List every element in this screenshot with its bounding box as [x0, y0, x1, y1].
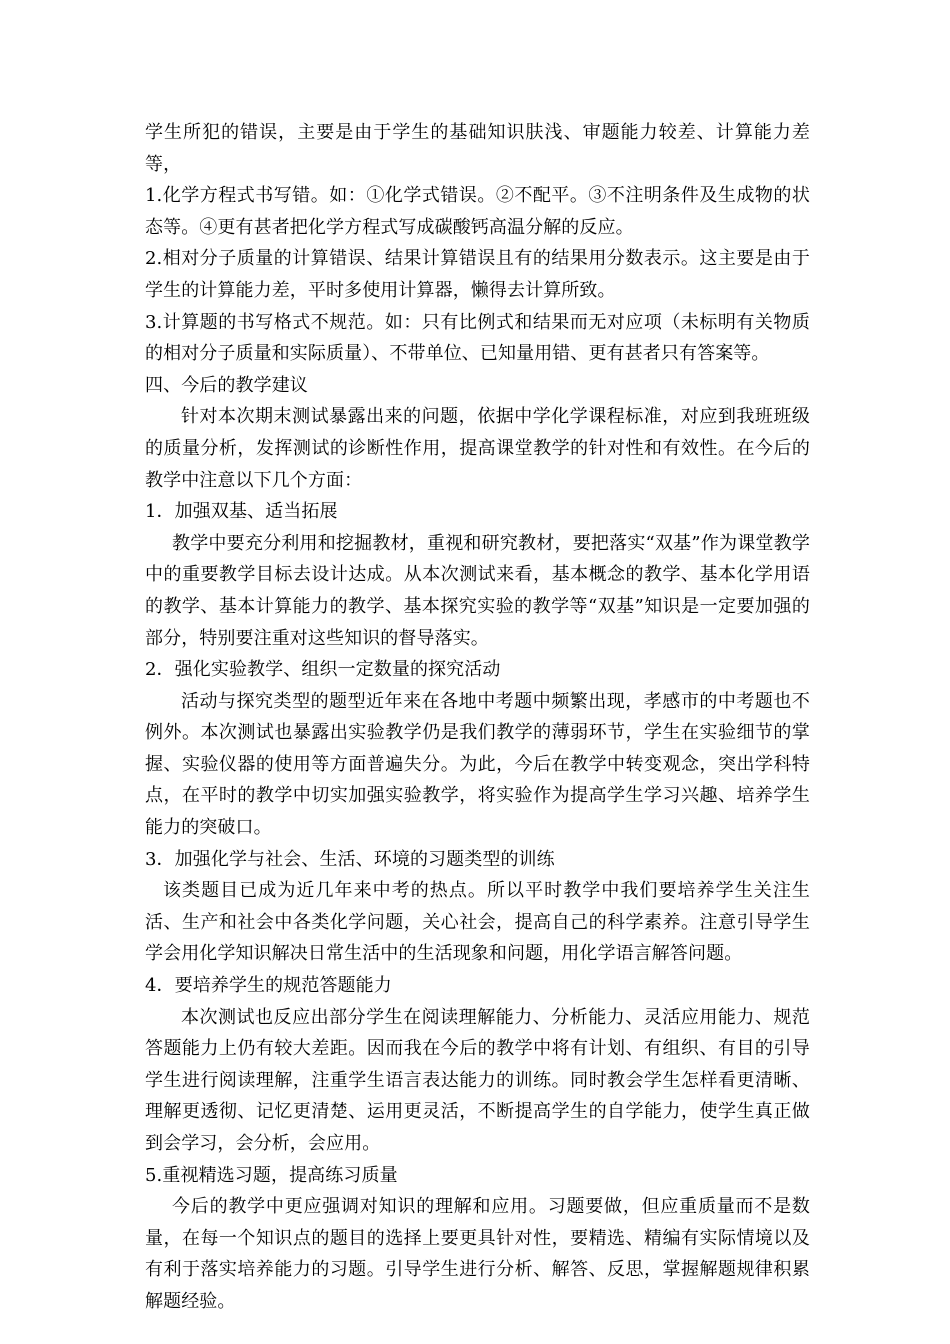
paragraph-society-exercises: 该类题目已成为近几年来中考的热点。所以平时教学中我们要培养学生关注生活、生产和社会中各类化学问题，关心社会，提高自己的科学素养。注意引导学生学会用化学知识解决日常生活中的生活现象和问题，用化学语言解答问题。 — [145, 880, 810, 965]
subheading-society-exercises: 3．加强化学与社会、生活、环境的习题类型的训练 — [145, 848, 555, 870]
subheading-experiment-teaching: 2．强化实验教学、组织一定数量的探究活动 — [145, 659, 501, 681]
paragraph-suggestions-intro: 针对本次期末测试暴露出来的问题，依据中学化学课程标准，对应到我班班级的质量分析，发挥测试的诊断性作用，提高课堂教学的针对性和有效性。在今后的教学中注意以下几个方面： — [145, 406, 810, 491]
paragraph-double-basics: 教学中要充分利用和挖掘教材，重视和研究教材，要把落实“双基”作为课堂教学中的重要教学目标去设计达成。从本次测试来看，基本概念的教学、基本化学用语的教学、基本计算能力的教学、基本探究实验的教学等“双基”知识是一定要加强的部分，特别要注重对这些知识的督导落实。 — [145, 532, 810, 649]
subheading-selected-exercises: 5.重视精选习题，提高练习质量 — [145, 1164, 398, 1186]
paragraph-format-errors: 3.计算题的书写格式不规范。如：只有比例式和结果而无对应项（未标明有关物质的相对分子质量和实际质量）、不带单位、已知量用错、更有甚者只有答案等。 — [145, 311, 810, 365]
paragraph-calculation-errors: 2.相对分子质量的计算错误、结果计算错误且有的结果用分数表示。这主要是由于学生的计算能力差，平时多使用计算器，懒得去计算所致。 — [145, 248, 810, 301]
document-page — [145, 117, 810, 1318]
paragraph-errors-intro: 学生所犯的错误，主要是由于学生的基础知识肤浅、审题能力较差、计算能力差等， — [145, 122, 810, 175]
section-heading-suggestions: 四、今后的教学建议 — [145, 374, 308, 396]
subheading-double-basics: 1．加强双基、适当拓展 — [145, 501, 338, 523]
paragraph-answer-standards: 本次测试也反应出部分学生在阅读理解能力、分析能力、灵活应用能力、规范答题能力上仍有较大差距。因而我在今后的教学中将有计划、有组织、有目的引导学生进行阅读理解，注重学生语言表达能力的训练。同时教会学生怎样看更清晰、理解更透彻、记忆更清楚、运用更灵活，不断提高学生的自学能力，使学生真正做到会学习，会分析，会应用。 — [145, 1006, 810, 1154]
subheading-answer-standards: 4．要培养学生的规范答题能力 — [145, 975, 392, 997]
paragraph-equation-errors: 1.化学方程式书写错。如：①化学式错误。②不配平。③不注明条件及生成物的状态等。④更有甚者把化学方程式写成碳酸钙高温分解的反应。 — [145, 185, 810, 238]
paragraph-selected-exercises: 今后的教学中更应强调对知识的理解和应用。习题要做，但应重质量而不是数量，在每一个知识点的题目的选择上要更具针对性，要精选、精编有实际情境以及有利于落实培养能力的习题。引导学生进行分析、解答、反思，掌握解题规律积累解题经验。 — [145, 1196, 810, 1312]
paragraph-experiment-teaching: 活动与探究类型的题型近年来在各地中考题中频繁出现，孝感市的中考题也不例外。本次测试也暴露出实验教学仍是我们教学的薄弱环节，学生在实验细节的掌握、实验仪器的使用等方面普遍失分。为此，今后在教学中转变观念，突出学科特点，在平时的教学中切实加强实验教学，将实验作为提高学生学习兴趣、培养学生能力的突破口。 — [145, 690, 810, 839]
